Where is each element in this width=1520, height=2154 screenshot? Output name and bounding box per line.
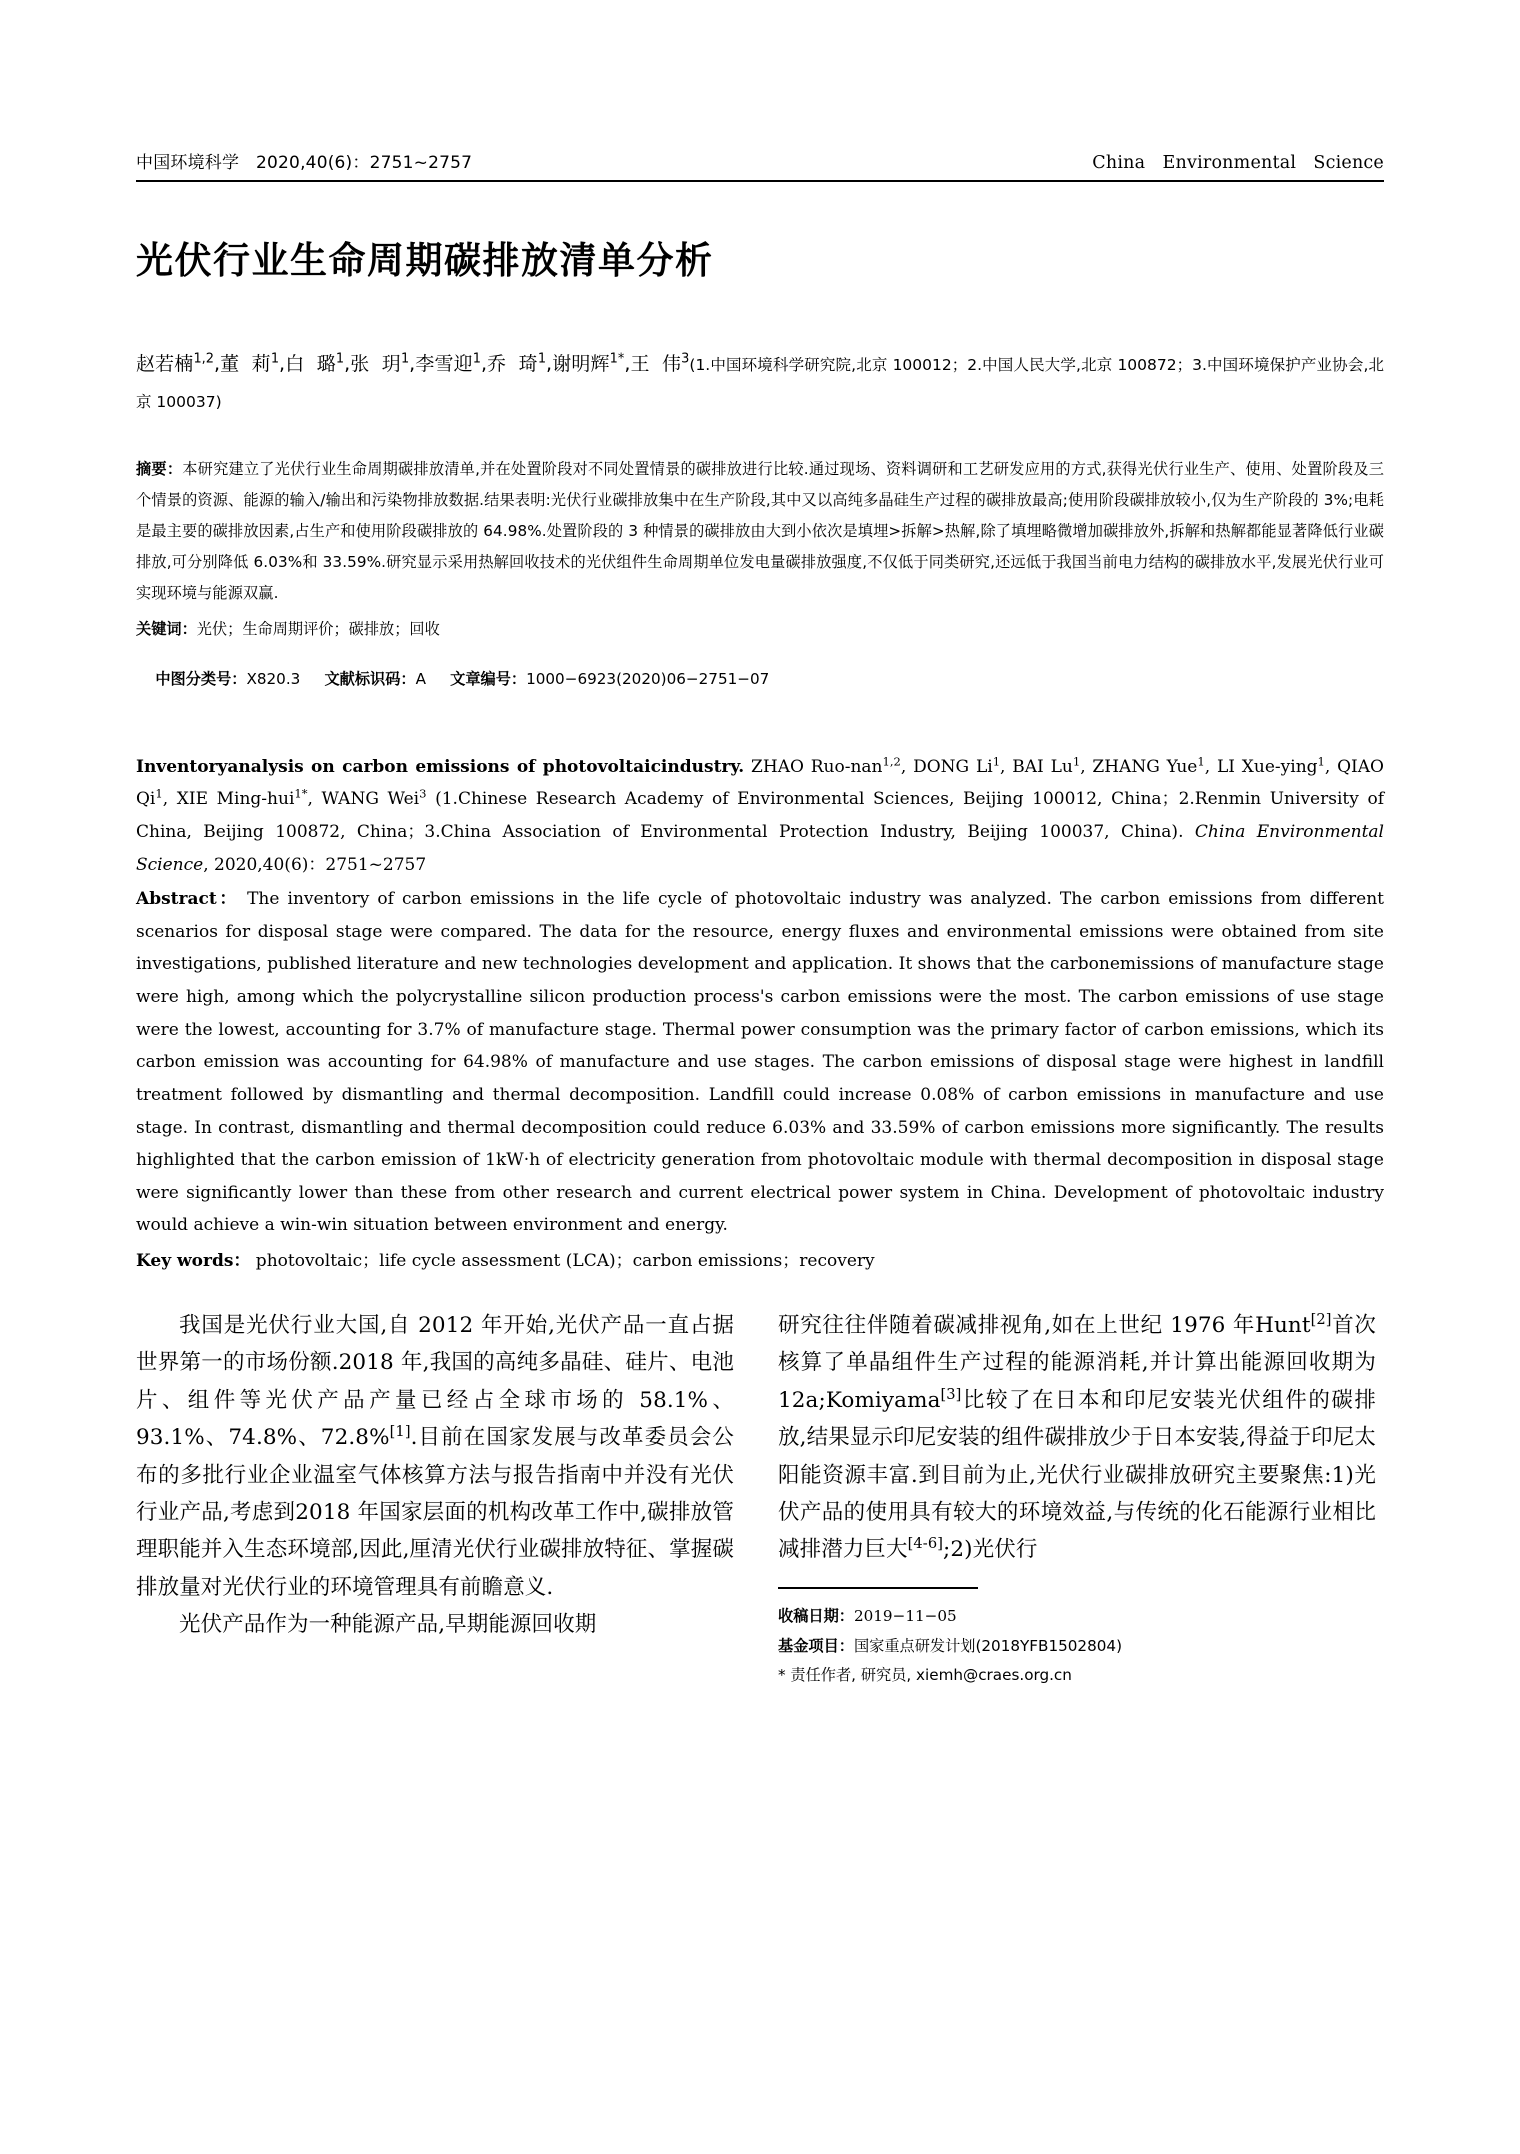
keywords-en-label: Key words： <box>136 1251 251 1272</box>
abstract-cn-text: 本研究建立了光伏行业生命周期碳排放清单,并在处置阶段对不同处置情景的碳排放进行比较.通过现场、资料调研和工艺研发应用的方式,获得光伏行业生产、使用、处置阶段及三个情景的资源、能源的输入/输出和污染物排放数据.结果表明:光伏行业碳排放集中在生产阶段,其中又以高纯多晶硅生产过程的碳排放最高;使用阶段碳排放较小,仅为生产阶段的 3%;电耗是最主要的碳排放因素,占生产和使用阶段碳排放的 64.98%.处置阶段的 3 种情景的碳排放由大到小依次是填埋>拆解>热解,除了填埋略微增加碳排放外,拆解和热解都能显著降低行业碳排放,可分别降低 6.03%和 33.59%.研究显示采用热解回收技术的光伏组件生命周期单位发电量碳排放强度,不仅低于同类研究,还远低于我国当前电力结构的碳排放水平,发展光伏行业可实现环境与能源双赢. <box>136 460 1384 602</box>
author-list <box>136 346 1384 420</box>
running-head <box>136 0 1384 173</box>
footnote-received-date <box>778 1602 1376 1632</box>
abstract-en-label: Abstract： <box>136 889 240 910</box>
english-journal-name: China Environmental Science <box>136 821 1384 875</box>
author-affiliations: (1.中国环境科学研究院,北京 100012；2.中国人民大学,北京 100872；3.中国环境保护产业协会,北京 100037) <box>136 356 1385 412</box>
keywords-cn <box>136 618 1384 639</box>
body-column-left <box>136 1307 734 1691</box>
english-affiliations: (1.Chinese Research Academy of Environmental Sciences, Beijing 100012, China；2.Renmin University of China, Beijing 100872, China；3.China Association of Environmental Protection Industry, Beijing 100037, China). <box>136 789 1384 842</box>
abstract-cn-label: 摘要： <box>136 460 183 479</box>
english-title: Inventoryanalysis on carbon emissions of photovoltaicindustry. <box>136 756 745 777</box>
footnote-divider <box>778 1587 978 1589</box>
doc-code-value: A <box>415 669 426 688</box>
abstract-en-text: The inventory of carbon emissions in the life cycle of photovoltaic industry was analyzed. The carbon emissions from different scenarios for disposal stage were compared. The data for the resource, energy fluxes and environmental emissions were obtained from site investigations, published literature and new technologies development and application. It shows that the carbonemissions of manufacture stage were high, among which the polycrystalline silicon production process's carbon emissions were the most. The carbon emissions of use stage were the lowest, accounting for 3.7% of manufacture stage. Thermal power consumption was the primary factor of carbon emissions, which its carbon emission was accounting for 64.98% of manufacture and use stages. The carbon emissions of disposal stage were highest in landfill treatment followed by dismantling and thermal decomposition. Landfill could increase 0.08% of carbon emissions in manufacture and use stage. In contrast, dismantling and thermal decomposition could reduce 6.03% and 33.59% of carbon emissions more significantly. The results highlighted that the carbon emission of 1kW·h of electricity generation from photovoltaic module with thermal decomposition in disposal stage were significantly lower than these from other research and current electrical power system in China. Development of photovoltaic industry would achieve a win-win situation between environment and energy. <box>136 889 1384 1236</box>
abstract-cn <box>136 454 1384 608</box>
footnote-received-value: 2019−11−05 <box>853 1606 957 1625</box>
footnote-fund-value: 国家重点研发计划(2018YFB1502804) <box>853 1636 1123 1655</box>
page-title: 光伏行业生命周期碳排放清单分析 <box>136 239 714 282</box>
body-columns <box>136 1307 1384 1691</box>
body-paragraph: 光伏产品作为一种能源产品,早期能源回收期 <box>179 1612 597 1638</box>
english-authors: ZHAO Ruo-nan$^{1,2}$, DONG Li$^1$, BAI Lu$^1$, ZHANG Yue$^1$, LI Xue-ying$^1$, QIAO Qi$^1$, XIE Ming-hui$^{1*}$, WANG Wei$^3$ <box>136 753 1384 810</box>
codes-gap-2 <box>426 670 450 688</box>
footnote-received-label: 收稿日期： <box>778 1606 854 1625</box>
footnote-funding <box>778 1632 1376 1662</box>
article-number-value: 1000−6923(2020)06−2751−07 <box>526 669 770 688</box>
body-column-right <box>778 1307 1376 1691</box>
keywords-en <box>136 1246 1384 1271</box>
running-head-left: 中国环境科学 2020,40(6)：2751~2757 <box>136 153 473 173</box>
codes-gap-1 <box>300 670 324 688</box>
header-divider <box>136 180 1384 182</box>
classification-codes <box>136 650 1384 707</box>
footnote-block <box>778 1587 1376 1691</box>
clc-value: X820.3 <box>246 669 301 688</box>
keywords-cn-label: 关键词： <box>136 619 197 638</box>
keywords-en-text: photovoltaic；life cycle assessment (LCA)；carbon emissions；recovery <box>250 1251 875 1272</box>
footnote-fund-label: 基金项目： <box>778 1636 854 1655</box>
body-paragraph: 研究往往伴随着碳减排视角,如在上世纪 1976 年Hunt[2]首次核算了单晶组件生产过程的能源消耗,并计算出能源回收期为 12a;Komiyama[3]比较了在日本和印尼安装光伏组件的碳排放,结果显示印尼安装的组件碳排放少于日本安装,得益于印尼太阳能资源丰富.到目前为止,光伏行业碳排放研究主要聚焦:1)光伏产品的使用具有较大的环境效益,与传统的化石能源行业相比减排潜力巨大[4-6];2)光伏行 <box>778 1310 1376 1563</box>
author-names: 赵若楠$^{1,2}$,董 莉$^1$,白 璐$^1$,张 玥$^1$,李雪迎$^1$,乔 琦$^1$,谢明辉$^{1*}$,王 伟$^3$ <box>136 351 690 376</box>
body-paragraph: 我国是光伏行业大国,自 2012 年开始,光伏产品一直占据世界第一的市场份额.2018 年,我国的高纯多晶硅、硅片、电池片、组件等光伏产品产量已经占全球市场的 58.1%、93.1%、74.8%、72.8%[1].目前在国家发展与改革委员会公布的多批行业企业温室气体核算方法与报告指南中并没有光伏行业产品,考虑到2018 年国家层面的机构改革工作中,碳排放管理职能并入生态环境部,因此,厘清光伏行业碳排放特征、掌握碳排放量对光伏行业的环境管理具有前瞻意义. <box>136 1313 734 1600</box>
clc-label: 中图分类号： <box>155 669 247 688</box>
footnote-asterisk: * <box>778 1666 791 1685</box>
english-header-block <box>136 751 1384 882</box>
english-citation: , 2020,40(6)：2751~2757 <box>203 854 427 875</box>
keywords-cn-text: 光伏；生命周期评价；碳排放；回收 <box>196 619 440 638</box>
running-head-right: China Environmental Science <box>1092 153 1384 173</box>
abstract-en <box>136 883 1384 1242</box>
footnote-corresponding-author <box>778 1661 1376 1691</box>
footnote-corresponding-text: 责任作者, 研究员, xiemh@craes.org.cn <box>790 1666 1072 1685</box>
doc-code-label: 文献标识码： <box>324 669 416 688</box>
article-number-label: 文章编号： <box>450 669 527 688</box>
